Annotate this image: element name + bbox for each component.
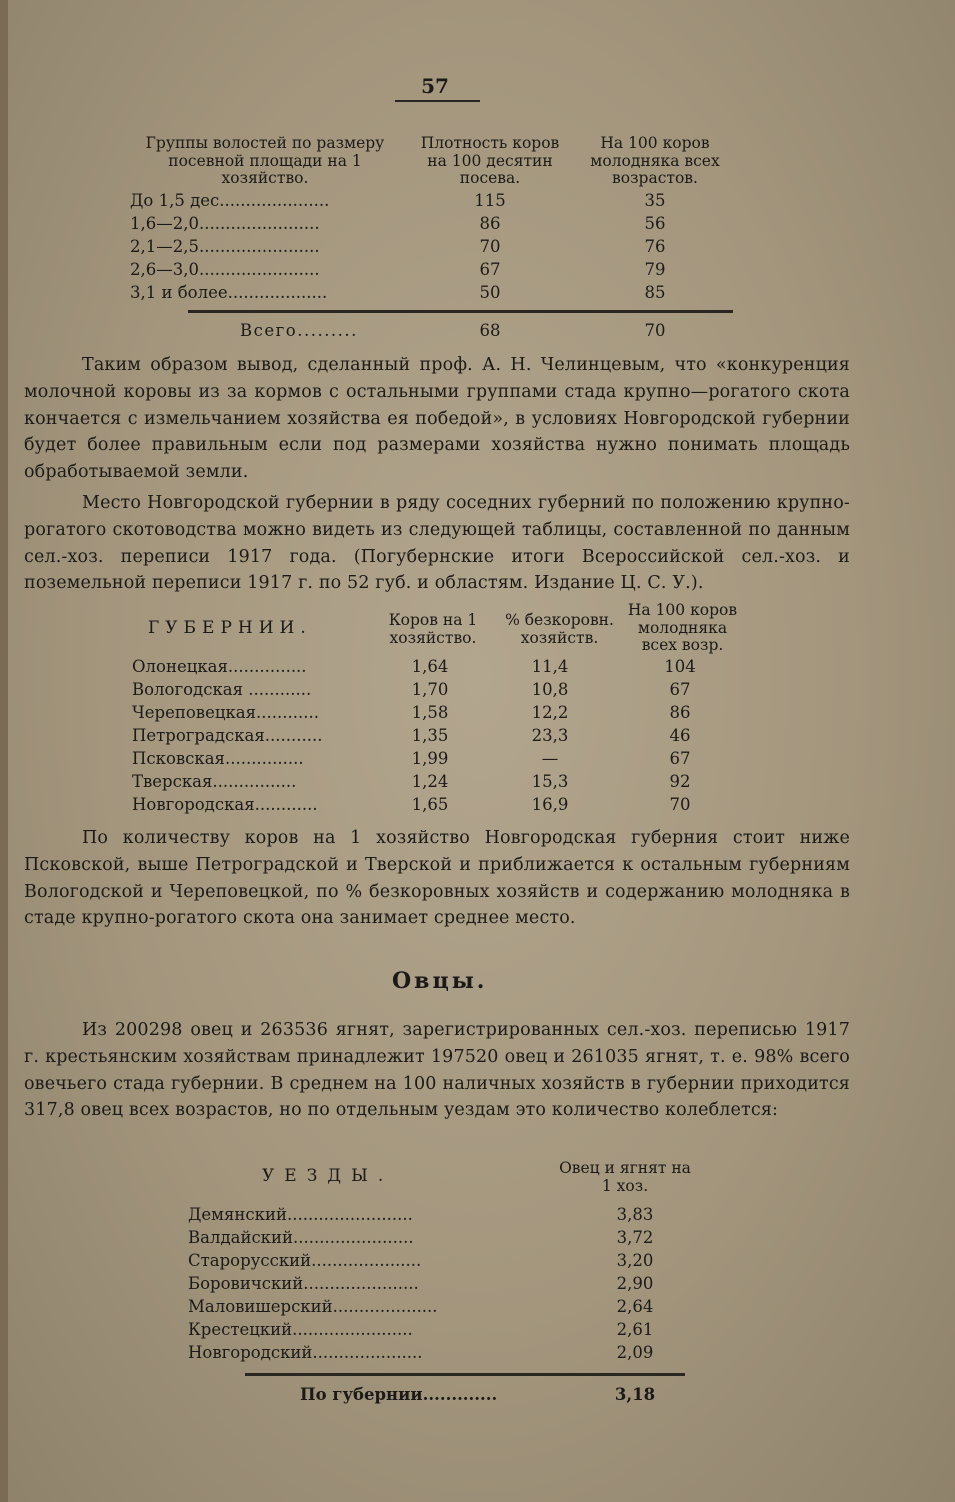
table-row: Маловишерский.................... xyxy=(188,1297,438,1316)
table-row: 3,1 и более................... xyxy=(130,283,328,302)
table-row: Череповецкая............ xyxy=(132,703,319,722)
table-total-cell: 70 xyxy=(644,321,666,340)
table-cell: 2,09 xyxy=(616,1343,654,1362)
table-cell: 70 xyxy=(479,237,501,256)
table-row: 1,6—2,0....................... xyxy=(130,214,320,233)
table-row: Новгородская............ xyxy=(132,795,318,814)
t1-header-young: На 100 коров молодняка всех возрастов. xyxy=(590,134,720,187)
table-cell: 46 xyxy=(669,726,691,745)
page-number: 57 xyxy=(421,74,449,98)
table-row: 2,1—2,5....................... xyxy=(130,237,320,256)
table-cell: 1,58 xyxy=(411,703,449,722)
table-cell: 1,24 xyxy=(411,772,449,791)
table-cell: 76 xyxy=(644,237,666,256)
paragraph-conclusion xyxy=(24,352,850,486)
table-cell: 2,61 xyxy=(616,1320,654,1339)
table-total-cell: 3,18 xyxy=(614,1385,656,1404)
table-cell: 56 xyxy=(644,214,666,233)
paragraph-text: Таким образом вывод, сделанный проф. А. Н. Челинцевым, что «конкуренция молочной коровы из за кормов с остальными группами стада крупно—рогатого скота кончается с измельчанием хозяйства ея победой», в условиях Новгородской губернии будет более правильным если под размерами хозяйства нужно понимать площадь обработываемой земли. xyxy=(24,355,850,483)
table-cell: 70 xyxy=(669,795,691,814)
table-cell: — xyxy=(541,749,559,768)
table-row: Валдайский....................... xyxy=(188,1228,414,1247)
table-cell: 2,64 xyxy=(616,1297,654,1316)
table-cell: 16,9 xyxy=(531,795,569,814)
table-row: Олонецкая............... xyxy=(132,657,307,676)
table-cell: 12,2 xyxy=(531,703,569,722)
table-cell: 15,3 xyxy=(531,772,569,791)
table-cell: 85 xyxy=(644,283,666,302)
table-divider xyxy=(245,1373,685,1376)
table-cell: 3,72 xyxy=(616,1228,654,1247)
table-row: Крестецкий....................... xyxy=(188,1320,413,1339)
t2-header-cowless: % безкоровн. хозяйств. xyxy=(505,611,614,647)
paragraph-text: Место Новгородской губернии в ряду соседних губерний по положению крупно-рогатого скотоводства можно видеть из следующей таблицы, составленной по данным сел.-хоз. переписи 1917 года. (Погубернские итоги Всероссийской сел.-хоз. и поземельной переписи 1917 г. по 52 губ. и областям. Издание Ц. С. У.). xyxy=(24,493,850,594)
paragraph-sheep xyxy=(24,1017,850,1124)
table-divider xyxy=(188,310,733,313)
t1-header-density: Плотность коров на 100 десятин посева. xyxy=(420,134,560,187)
table-row: 2,6—3,0....................... xyxy=(130,260,320,279)
table-cell: 3,20 xyxy=(616,1251,654,1270)
t3-header-uezds: УЕЗДЫ. xyxy=(262,1166,394,1186)
t2-header-cows: Коров на 1 хозяйство. xyxy=(388,611,478,647)
table-cell: 115 xyxy=(474,191,506,210)
table-cell: 1,70 xyxy=(411,680,449,699)
table-cell: 3,83 xyxy=(616,1205,654,1224)
t3-header-sheep: Овец и ягнят на 1 хоз. xyxy=(559,1159,691,1195)
paragraph-text: По количеству коров на 1 хозяйство Новгородская губерния стоит ниже Псковской, выше Петроградской и Тверской и приближается к остальным губерниям Вологодской и Череповецкой, по % безкоровных хозяйств и содержанию молодняка в стаде крупно-рогатого скота она занимает среднее место. xyxy=(24,828,850,929)
page-number-rule xyxy=(395,100,480,102)
table-total-cell: 68 xyxy=(479,321,501,340)
paragraph-text: Из 200298 овец и 263536 ягнят, зарегистрированных сел.-хоз. переписью 1917 г. крестьянским хозяйствам принадлежит 197520 овец и 261035 ягнят, т. е. 98% всего овечьего стада губернии. В среднем на 100 наличных хозяйств в губернии приходится 317,8 овец всех возрастов, но по отдельным уездам это количество колеблется: xyxy=(24,1020,850,1121)
table-cell: 1,35 xyxy=(411,726,449,745)
table-row: Демянский........................ xyxy=(188,1205,413,1224)
table-cell: 2,90 xyxy=(616,1274,654,1293)
table-cell: 104 xyxy=(664,657,696,676)
table-row: Псковская............... xyxy=(132,749,304,768)
table-row: Петроградская........... xyxy=(132,726,323,745)
table-cell: 1,65 xyxy=(411,795,449,814)
page-edge xyxy=(0,0,8,1502)
table-cell: 35 xyxy=(644,191,666,210)
table-total-label: По губернии............. xyxy=(300,1385,498,1404)
table-cell: 86 xyxy=(479,214,501,233)
table-cell: 11,4 xyxy=(531,657,569,676)
table-cell: 1,99 xyxy=(411,749,449,768)
t1-header-groups: Группы волостей по размеру посевной площади на 1 хозяйство. xyxy=(145,134,385,187)
table-row: Вологодская ............ xyxy=(132,680,312,699)
table-cell: 79 xyxy=(644,260,666,279)
table-cell: 86 xyxy=(669,703,691,722)
table-row: Старорусский..................... xyxy=(188,1251,422,1270)
t2-header-gubernias: ГУБЕРНИИ. xyxy=(148,618,312,638)
table-row: Новгородский..................... xyxy=(188,1343,423,1362)
table-cell: 92 xyxy=(669,772,691,791)
table-cell: 67 xyxy=(669,749,691,768)
table-row: Тверская................ xyxy=(132,772,297,791)
table-cell: 67 xyxy=(479,260,501,279)
table-cell: 1,64 xyxy=(411,657,449,676)
table-row: Боровичский...................... xyxy=(188,1274,419,1293)
table-row: До 1,5 дес..................... xyxy=(130,191,330,210)
paragraph-place xyxy=(24,490,850,597)
table-total-label: Всего......... xyxy=(240,321,358,340)
table-cell: 67 xyxy=(669,680,691,699)
t2-header-young: На 100 коров молодняка всех возр. xyxy=(627,601,738,654)
paragraph-comparison xyxy=(24,825,850,932)
section-title: Овцы. xyxy=(392,968,488,994)
table-cell: 50 xyxy=(479,283,501,302)
table-cell: 10,8 xyxy=(531,680,569,699)
table-cell: 23,3 xyxy=(531,726,569,745)
